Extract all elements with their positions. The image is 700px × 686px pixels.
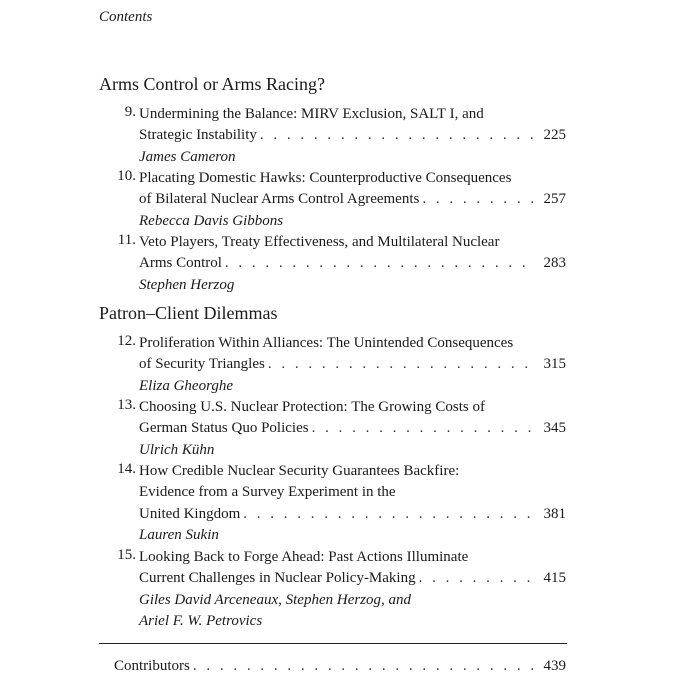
entry-author: Stephen Herzog xyxy=(139,276,235,293)
entry-title-line: How Credible Nuclear Security Guarantees Backfire: xyxy=(139,463,460,479)
back-matter-label: Contributors xyxy=(114,658,190,674)
leader-dots xyxy=(260,125,536,146)
entry-title-line: of Bilateral Nuclear Arms Control Agreements xyxy=(139,191,420,208)
entry-author: Eliza Gheorghe xyxy=(139,377,234,394)
cropped-header-fragment xyxy=(247,0,337,2)
entry-title-line: Current Challenges in Nuclear Policy-Making xyxy=(139,570,416,587)
entry-title-line: Placating Domestic Hawks: Counterproductive Consequences xyxy=(139,170,512,186)
toc-entry-13[interactable] xyxy=(114,397,566,461)
entry-author: Rebecca Davis Gibbons xyxy=(139,212,284,229)
chapter-number: 9. xyxy=(124,104,136,120)
page-number: 257 xyxy=(543,191,566,208)
entry-author: Ulrich Kühn xyxy=(139,441,215,458)
chapter-number: 12. xyxy=(117,333,136,349)
chapter-number: 10. xyxy=(117,168,136,184)
entry-author: Giles David Arceneaux, Stephen Herzog, and xyxy=(139,591,412,608)
page-number: 225 xyxy=(543,127,566,144)
entry-title-line: Evidence from a Survey Experiment in the xyxy=(139,484,396,501)
leader-dots xyxy=(422,189,536,210)
chapter-number: 13. xyxy=(117,397,136,413)
entry-author: Ariel F. W. Petrovics xyxy=(139,612,263,629)
entry-author: James Cameron xyxy=(139,148,236,165)
leader-dots xyxy=(312,418,536,439)
toc-entry-9[interactable] xyxy=(114,104,566,168)
chapter-number: 14. xyxy=(117,461,136,477)
entry-title-line: United Kingdom xyxy=(139,505,241,522)
toc-entry-15[interactable] xyxy=(114,547,566,632)
entry-title-line: Veto Players, Treaty Effectiveness, and Multilateral Nuclear xyxy=(139,234,500,250)
page-number: 283 xyxy=(543,255,566,272)
leader-dots xyxy=(225,253,536,274)
toc-entry-10[interactable] xyxy=(114,168,566,232)
toc-entry-14[interactable] xyxy=(114,461,566,546)
entry-title-line: Arms Control xyxy=(139,255,222,272)
entry-title-line: Proliferation Within Alliances: The Unintended Consequences xyxy=(139,335,514,351)
toc-entry-contributors[interactable] xyxy=(114,656,566,677)
entry-title-line: of Security Triangles xyxy=(139,356,265,373)
entry-title-line: Looking Back to Forge Ahead: Past Actions Illuminate xyxy=(139,549,469,565)
page-number: 439 xyxy=(543,658,566,674)
leader-dots xyxy=(419,568,536,589)
divider-rule xyxy=(99,643,567,644)
page-number: 315 xyxy=(543,356,566,373)
page-number: 381 xyxy=(543,505,566,522)
leader-dots xyxy=(268,354,536,375)
entry-author: Lauren Sukin xyxy=(139,526,219,543)
chapter-number: 11. xyxy=(117,232,136,248)
entry-title-line: Choosing U.S. Nuclear Protection: The Growing Costs of xyxy=(139,399,485,415)
entry-title-line: Undermining the Balance: MIRV Exclusion, SALT I, and xyxy=(139,106,484,122)
toc-entry-11[interactable] xyxy=(114,232,566,296)
toc-entry-12[interactable] xyxy=(114,333,566,397)
chapter-number: 15. xyxy=(117,547,136,563)
leader-dots xyxy=(193,656,536,677)
entry-title-line: Strategic Instability xyxy=(139,127,257,144)
entry-title-line: German Status Quo Policies xyxy=(139,420,309,437)
leader-dots xyxy=(243,504,536,525)
section-title-patron-client: Patron–Client Dilemmas xyxy=(99,303,278,323)
running-head: Contents xyxy=(99,9,153,25)
page-number: 345 xyxy=(543,420,566,437)
section-title-arms-control: Arms Control or Arms Racing? xyxy=(99,74,325,94)
page-number: 415 xyxy=(543,570,566,587)
